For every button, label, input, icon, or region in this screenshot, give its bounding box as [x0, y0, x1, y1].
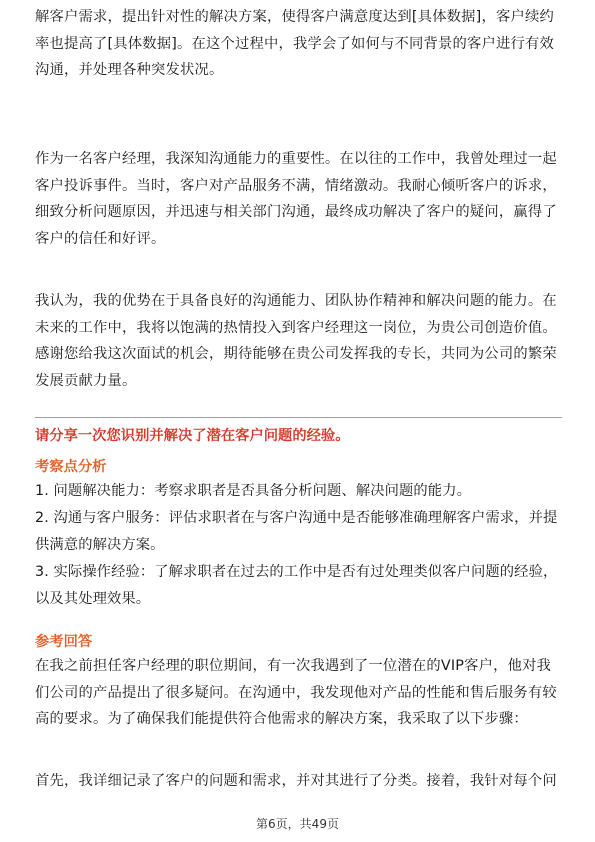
analysis-item: 2. 沟通与客户服务：评估求职者在与客户沟通中是否能够准确理解客户需求，并提供满意的解决方案。: [35, 510, 558, 553]
body-paragraph: 作为一名客户经理，我深知沟通能力的重要性。在以往的工作中，我曾处理过一起客户投诉事件。当时，客户对产品服务不满，情绪激动。我耐心倾听客户的诉求，细致分析问题原因，并迅速与相关部门沟通，最终成功解决了客户的疑问，赢得了客户的信任和好评。: [35, 151, 557, 247]
interview-question: 请分享一次您识别并解决了潜在客户问题的经验。: [35, 428, 350, 444]
reference-paragraph: 首先，我详细记录了客户的问题和需求，并对其进行了分类。接着，我针对每个问: [35, 773, 557, 789]
analysis-item: 3. 实际操作经验：了解求职者在过去的工作中是否有过处理类似客户问题的经验，以及其处理效果。: [35, 564, 558, 607]
analysis-list: [35, 478, 565, 613]
analysis-item: 1. 问题解决能力：考察求职者是否具备分析问题、解决问题的能力。: [35, 483, 471, 499]
page-number: 第6页，共49页: [256, 817, 339, 831]
body-paragraph: 解客户需求，提出针对性的解决方案，使得客户满意度达到[具体数据]，客户续约率也提高了[具体数据]。在这个过程中，我学会了如何与不同背景的客户进行有效沟通，并处理各种突发状况。: [35, 9, 554, 78]
reference-answer-heading: 参考回答: [35, 634, 93, 650]
section-divider: [35, 417, 562, 418]
body-paragraph: 我认为，我的优势在于具备良好的沟通能力、团队协作精神和解决问题的能力。在未来的工作中，我将以饱满的热情投入到客户经理这一岗位，为贵公司创造价值。感谢您给我这次面试的机会，期待能够在贵公司发挥我的专长，共同为公司的繁荣发展贡献力量。: [35, 293, 557, 389]
analysis-heading: 考察点分析: [35, 459, 107, 475]
reference-paragraph: 在我之前担任客户经理的职位期间，有一次我遇到了一位潜在的VIP客户，他对我们公司的产品提出了很多疑问。在沟通中，我发现他对产品的性能和售后服务有较高的要求。为了确保我们能提供符合他需求的解决方案，我采取了以下步骤：: [35, 658, 557, 727]
